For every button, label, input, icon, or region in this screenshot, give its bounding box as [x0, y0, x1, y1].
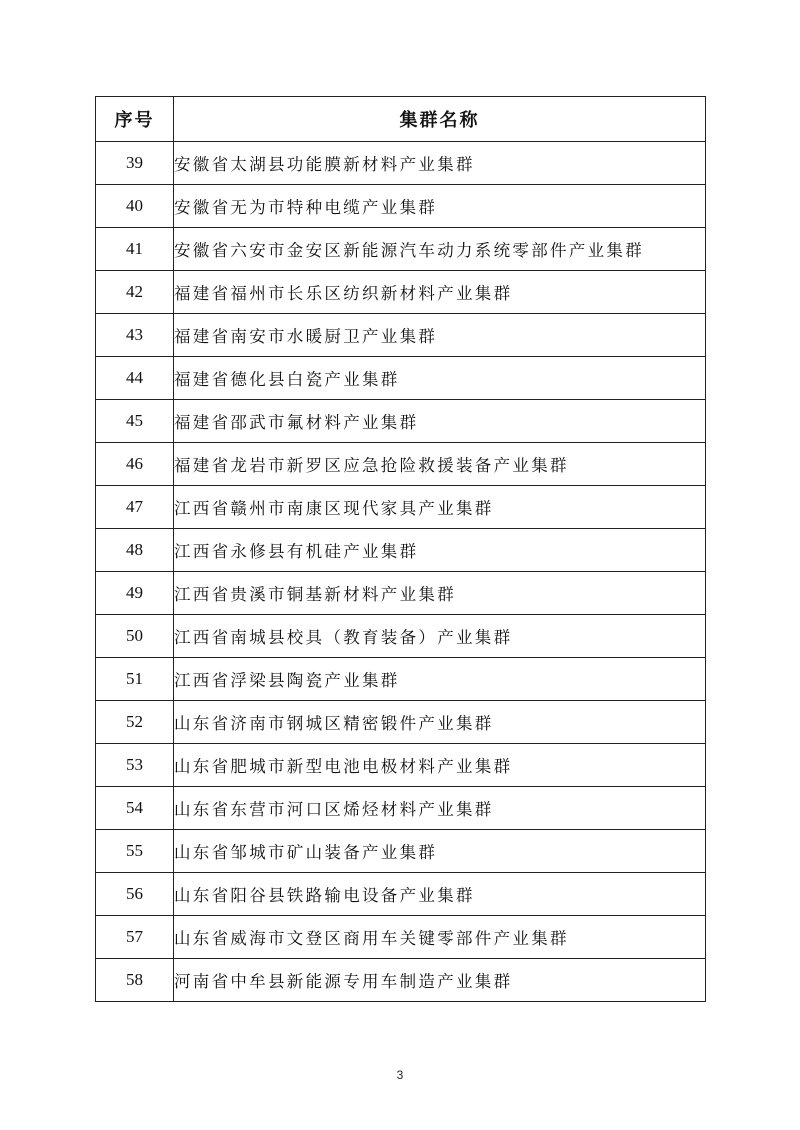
row-name: 山东省阳谷县铁路输电设备产业集群 — [174, 873, 706, 916]
table-header — [96, 97, 706, 142]
row-name: 江西省赣州市南康区现代家具产业集群 — [174, 486, 706, 529]
table-row — [96, 529, 706, 572]
row-name: 江西省永修县有机硅产业集群 — [174, 529, 706, 572]
row-name: 山东省肥城市新型电池电极材料产业集群 — [174, 744, 706, 787]
row-name: 江西省浮梁县陶瓷产业集群 — [174, 658, 706, 701]
row-name: 江西省南城县校具（教育装备）产业集群 — [174, 615, 706, 658]
table-row — [96, 658, 706, 701]
row-index: 43 — [96, 314, 174, 357]
header-name: 集群名称 — [174, 97, 706, 142]
row-index: 47 — [96, 486, 174, 529]
row-name: 安徽省太湖县功能膜新材料产业集群 — [174, 142, 706, 185]
row-index: 49 — [96, 572, 174, 615]
row-index: 46 — [96, 443, 174, 486]
cluster-table — [95, 96, 706, 1002]
row-name: 山东省邹城市矿山装备产业集群 — [174, 830, 706, 873]
table-row — [96, 873, 706, 916]
row-index: 55 — [96, 830, 174, 873]
row-name: 福建省龙岩市新罗区应急抢险救援装备产业集群 — [174, 443, 706, 486]
row-index: 50 — [96, 615, 174, 658]
row-index: 52 — [96, 701, 174, 744]
table-row — [96, 400, 706, 443]
page-number: 3 — [396, 1068, 404, 1082]
header-index: 序号 — [96, 97, 174, 142]
row-index: 57 — [96, 916, 174, 959]
table-row — [96, 959, 706, 1002]
row-name: 福建省德化县白瓷产业集群 — [174, 357, 706, 400]
row-index: 42 — [96, 271, 174, 314]
table-row — [96, 142, 706, 185]
row-name: 河南省中牟县新能源专用车制造产业集群 — [174, 959, 706, 1002]
table-row — [96, 271, 706, 314]
table-row — [96, 744, 706, 787]
row-name: 山东省东营市河口区烯烃材料产业集群 — [174, 787, 706, 830]
row-name: 福建省福州市长乐区纺织新材料产业集群 — [174, 271, 706, 314]
row-index: 51 — [96, 658, 174, 701]
table-row — [96, 787, 706, 830]
row-name: 福建省邵武市氟材料产业集群 — [174, 400, 706, 443]
table-row — [96, 701, 706, 744]
row-index: 40 — [96, 185, 174, 228]
table-row — [96, 572, 706, 615]
header-row — [96, 97, 706, 142]
table-row — [96, 228, 706, 271]
row-name: 福建省南安市水暖厨卫产业集群 — [174, 314, 706, 357]
table-row — [96, 830, 706, 873]
table-row — [96, 486, 706, 529]
table-row — [96, 357, 706, 400]
row-name: 江西省贵溪市铜基新材料产业集群 — [174, 572, 706, 615]
row-index: 48 — [96, 529, 174, 572]
table-row — [96, 916, 706, 959]
table-row — [96, 443, 706, 486]
table-row — [96, 615, 706, 658]
row-index: 58 — [96, 959, 174, 1002]
row-index: 41 — [96, 228, 174, 271]
table-row — [96, 185, 706, 228]
table-body — [96, 142, 706, 1002]
row-name: 安徽省六安市金安区新能源汽车动力系统零部件产业集群 — [174, 228, 706, 271]
row-name: 山东省济南市钢城区精密锻件产业集群 — [174, 701, 706, 744]
row-index: 39 — [96, 142, 174, 185]
row-index: 54 — [96, 787, 174, 830]
row-name: 安徽省无为市特种电缆产业集群 — [174, 185, 706, 228]
row-index: 53 — [96, 744, 174, 787]
row-index: 44 — [96, 357, 174, 400]
table-row — [96, 314, 706, 357]
row-name: 山东省威海市文登区商用车关键零部件产业集群 — [174, 916, 706, 959]
row-index: 45 — [96, 400, 174, 443]
row-index: 56 — [96, 873, 174, 916]
